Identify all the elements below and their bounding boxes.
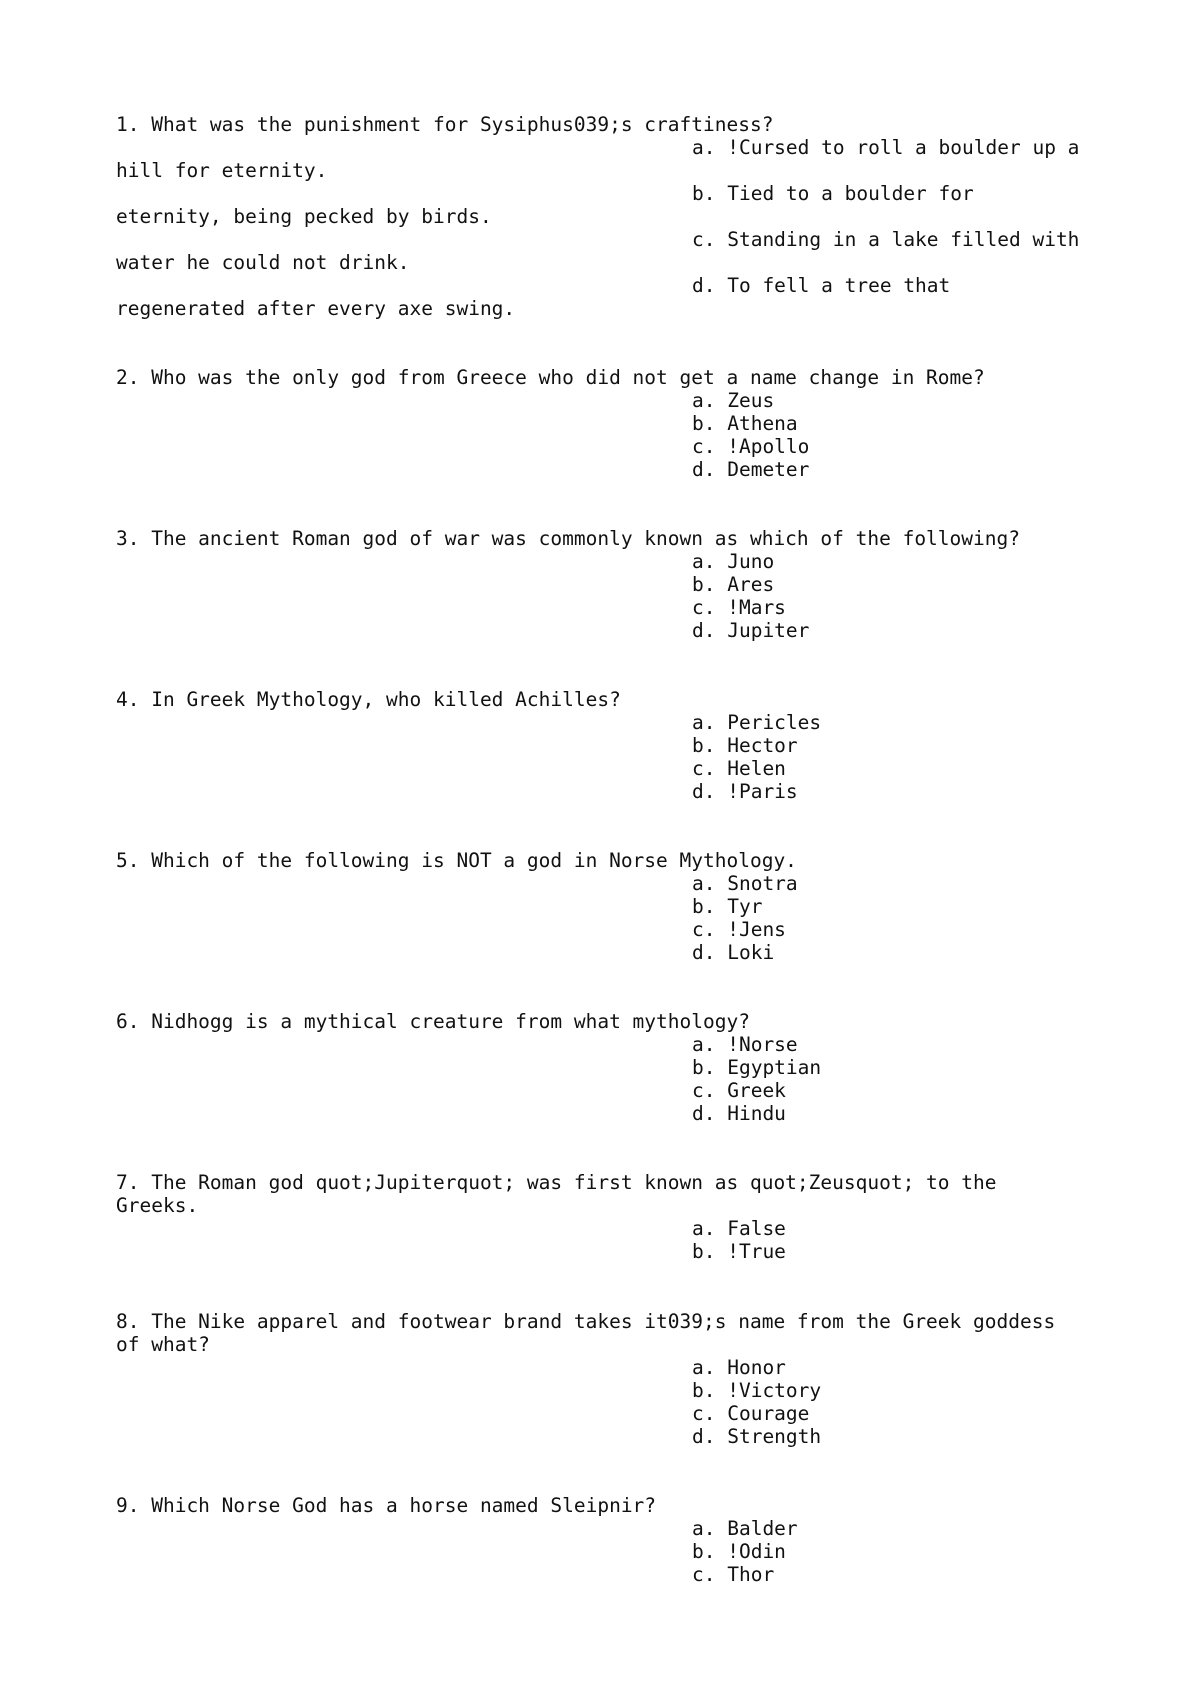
question-7-stem: 7. The Roman god quot;Jupiterquot; was first known as quot;Zeusquot; to the xyxy=(116,1171,997,1194)
question-1-stem: 1. What was the punishment for Sysiphus039;s craftiness? xyxy=(116,113,774,136)
question-1-option-c-cont: water he could not drink. xyxy=(116,251,410,274)
question-2-option-d: d. Demeter xyxy=(692,458,810,481)
question-8-stem-cont: of what? xyxy=(116,1333,210,1356)
question-1-option-b-cont: eternity, being pecked by birds. xyxy=(116,205,492,228)
question-6-option-b: b. Egyptian xyxy=(692,1056,822,1079)
question-9-option-b: b. !Odin xyxy=(692,1540,786,1563)
question-1-option-a: a. !Cursed to roll a boulder up a xyxy=(692,136,1080,159)
question-4-option-c: c. Helen xyxy=(692,757,786,780)
question-1-option-d: d. To fell a tree that xyxy=(692,274,951,297)
question-7-stem-cont: Greeks. xyxy=(116,1194,199,1217)
question-4-option-a: a. Pericles xyxy=(692,711,822,734)
question-2-stem: 2. Who was the only god from Greece who did not get a name change in Rome? xyxy=(116,366,985,389)
question-4-option-d: d. !Paris xyxy=(692,780,798,803)
question-7-option-b: b. !True xyxy=(692,1240,786,1263)
question-5-stem: 5. Which of the following is NOT a god in Norse Mythology. xyxy=(116,849,797,872)
question-3-option-d: d. Jupiter xyxy=(692,619,810,642)
question-1-option-d-cont: regenerated after every axe swing. xyxy=(116,297,516,320)
question-8-option-d: d. Strength xyxy=(692,1425,822,1448)
question-3-option-c: c. !Mars xyxy=(692,596,786,619)
question-5-option-b: b. Tyr xyxy=(692,895,763,918)
question-4-option-b: b. Hector xyxy=(692,734,798,757)
question-5-option-c: c. !Jens xyxy=(692,918,786,941)
question-2-option-a: a. Zeus xyxy=(692,389,775,412)
question-1-option-a-cont: hill for eternity. xyxy=(116,159,328,182)
question-5-option-a: a. Snotra xyxy=(692,872,798,895)
question-6-option-a: a. !Norse xyxy=(692,1033,798,1056)
question-2-option-c: c. !Apollo xyxy=(692,435,810,458)
question-9-stem: 9. Which Norse God has a horse named Sleipnir? xyxy=(116,1494,657,1517)
question-4-stem: 4. In Greek Mythology, who killed Achilles? xyxy=(116,688,621,711)
question-7-option-a: a. False xyxy=(692,1217,786,1240)
question-2-option-b: b. Athena xyxy=(692,412,798,435)
question-8-stem: 8. The Nike apparel and footwear brand takes it039;s name from the Greek goddess xyxy=(116,1310,1056,1333)
question-3-option-b: b. Ares xyxy=(692,573,775,596)
question-6-stem: 6. Nidhogg is a mythical creature from what mythology? xyxy=(116,1010,750,1033)
question-8-option-b: b. !Victory xyxy=(692,1379,822,1402)
question-9-option-a: a. Balder xyxy=(692,1517,798,1540)
question-8-option-a: a. Honor xyxy=(692,1356,786,1379)
question-5-option-d: d. Loki xyxy=(692,941,775,964)
question-3-stem: 3. The ancient Roman god of war was commonly known as which of the following? xyxy=(116,527,1020,550)
question-6-option-c: c. Greek xyxy=(692,1079,786,1102)
question-1-option-c: c. Standing in a lake filled with xyxy=(692,228,1080,251)
question-1-option-b: b. Tied to a boulder for xyxy=(692,182,974,205)
question-3-option-a: a. Juno xyxy=(692,550,775,573)
question-9-option-c: c. Thor xyxy=(692,1563,775,1586)
question-6-option-d: d. Hindu xyxy=(692,1102,786,1125)
question-8-option-c: c. Courage xyxy=(692,1402,810,1425)
